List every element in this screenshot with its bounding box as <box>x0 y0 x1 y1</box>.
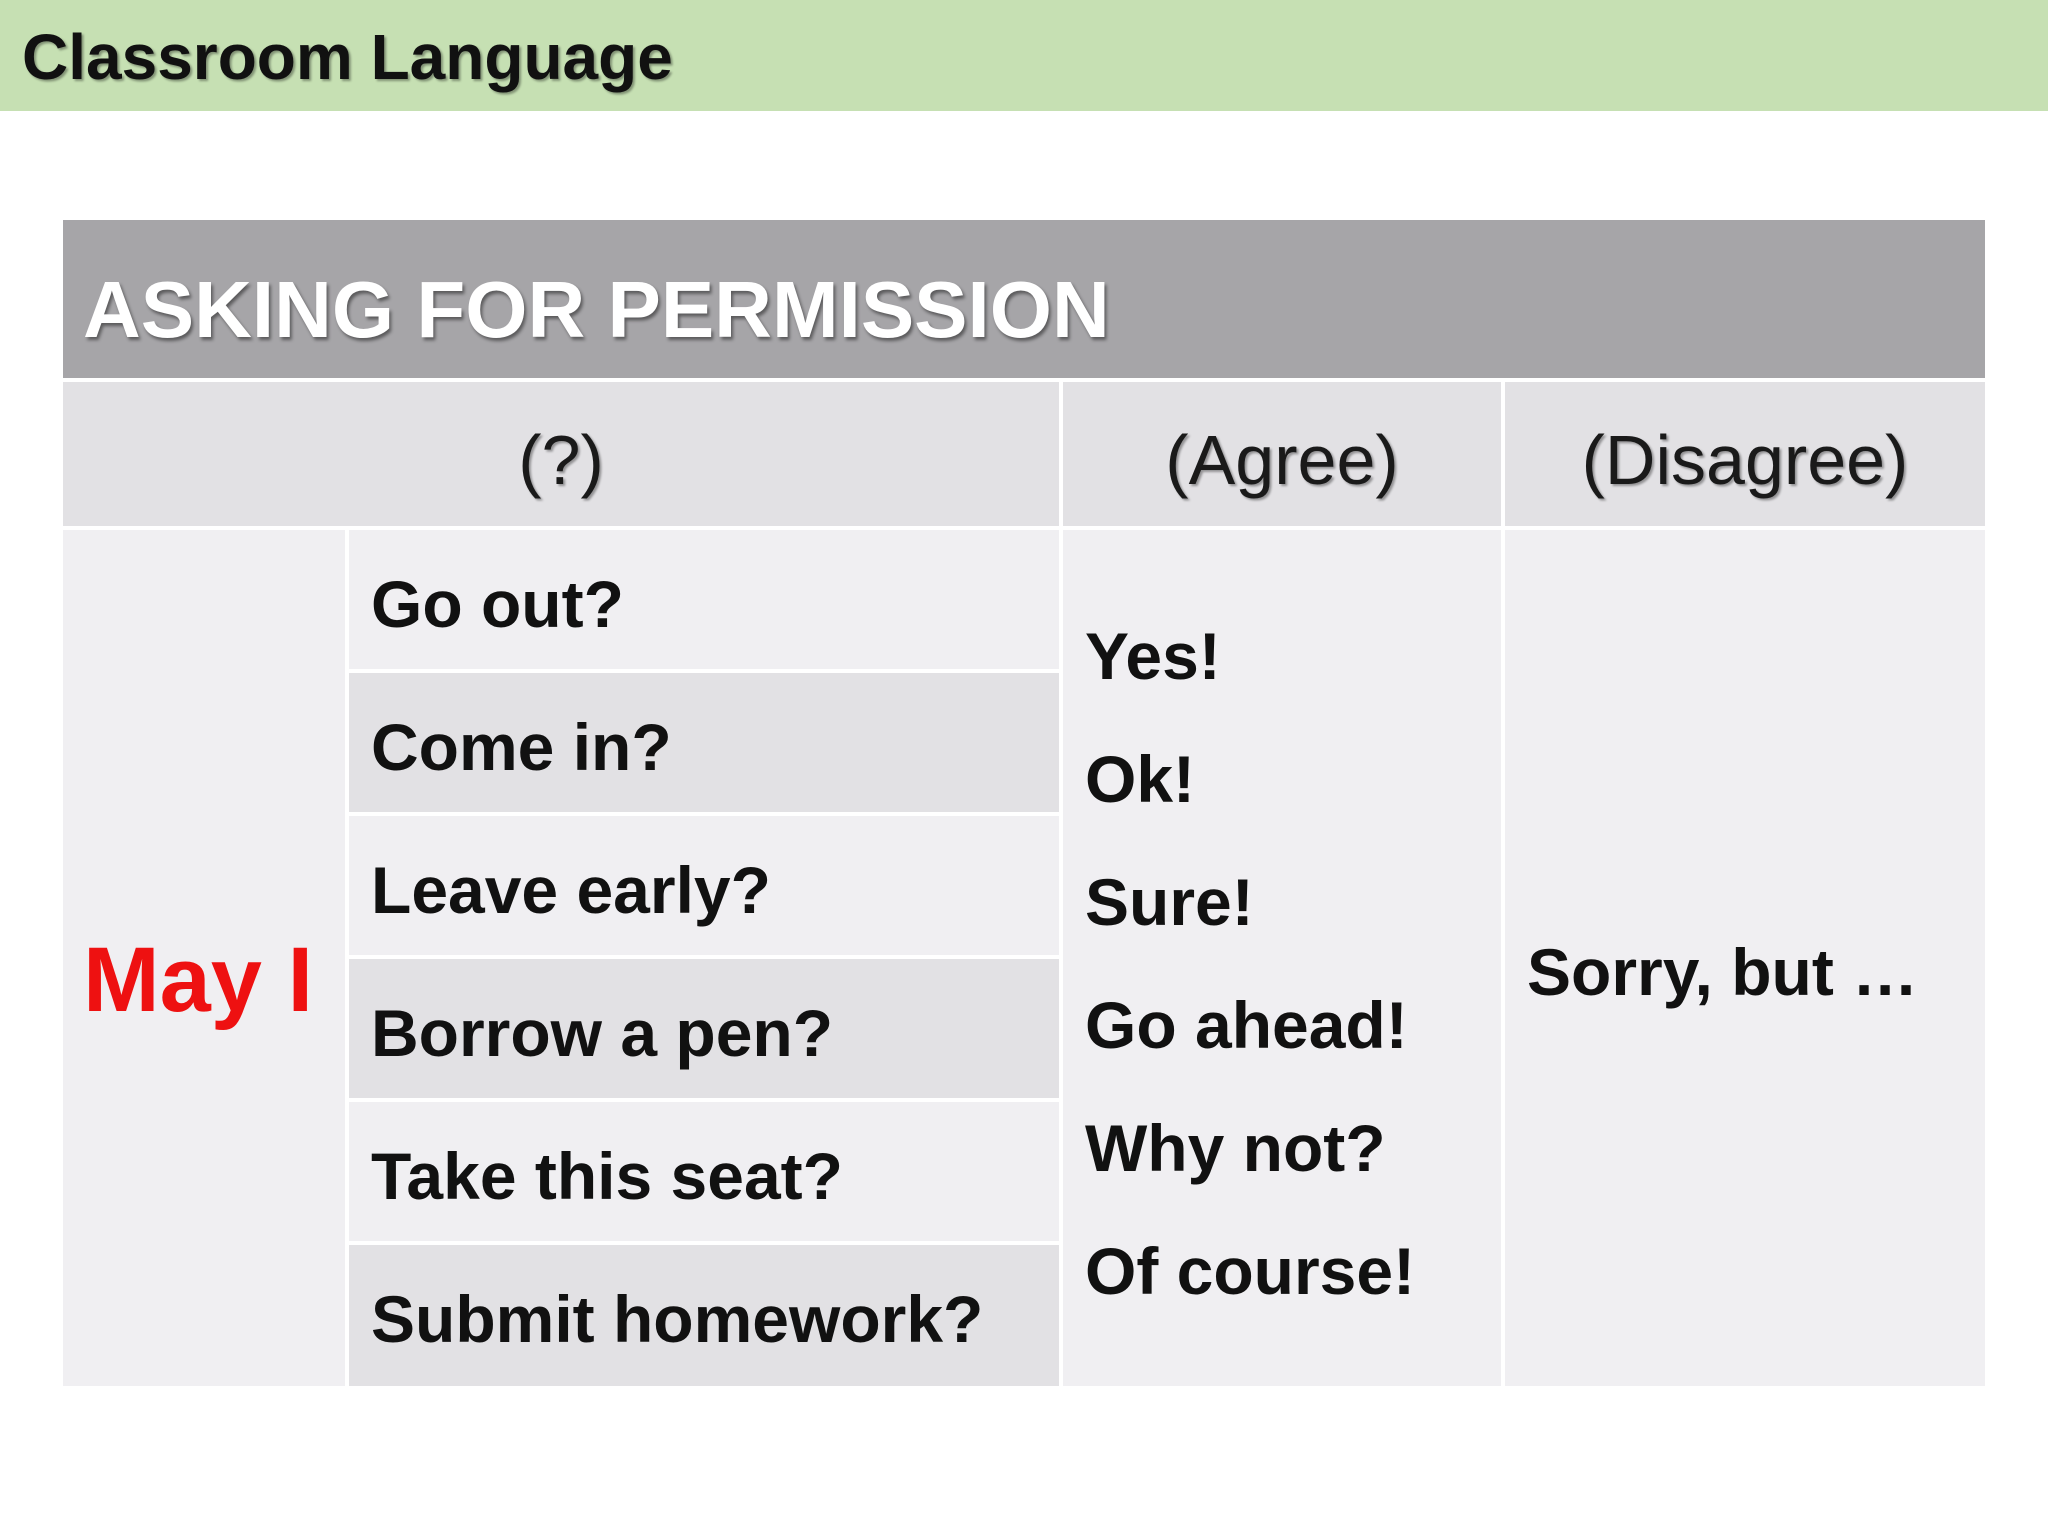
question-text: Take this seat? <box>371 1139 843 1213</box>
agree-response: Ok! <box>1085 742 1196 816</box>
agree-cell <box>1063 530 1505 1386</box>
agree-response: Go ahead! <box>1085 988 1408 1062</box>
question-row <box>349 673 1063 816</box>
agree-response: Yes! <box>1085 619 1221 693</box>
question-text: Leave early? <box>371 853 771 927</box>
question-row <box>349 1102 1063 1245</box>
permission-table <box>63 220 1985 1386</box>
header-question <box>63 382 1063 530</box>
prefix-may-i: May I <box>83 929 314 1031</box>
table-caption <box>63 220 1985 378</box>
header-disagree <box>1505 382 1985 530</box>
question-row <box>349 959 1063 1102</box>
question-text: Go out? <box>371 567 624 641</box>
header-agree <box>1063 382 1505 530</box>
header-disagree-label: (Disagree) <box>1581 421 1909 499</box>
question-text: Borrow a pen? <box>371 996 834 1070</box>
prefix-cell <box>63 530 349 1386</box>
question-text: Submit homework? <box>371 1282 984 1356</box>
question-text: Come in? <box>371 710 672 784</box>
table-caption-text: ASKING FOR PERMISSION <box>83 265 1110 354</box>
agree-response: Why not? <box>1085 1111 1386 1185</box>
header-agree-label: (Agree) <box>1165 421 1399 499</box>
page-title: Classroom Language <box>22 21 673 93</box>
title-bar <box>0 0 2048 111</box>
disagree-response: Sorry, but … <box>1527 935 1919 1009</box>
disagree-cell <box>1505 530 1985 1386</box>
question-row <box>349 1245 1063 1386</box>
agree-response: Of course! <box>1085 1234 1416 1308</box>
question-row <box>349 530 1063 673</box>
header-question-label: (?) <box>518 421 604 499</box>
agree-response: Sure! <box>1085 865 1254 939</box>
question-row <box>349 816 1063 959</box>
